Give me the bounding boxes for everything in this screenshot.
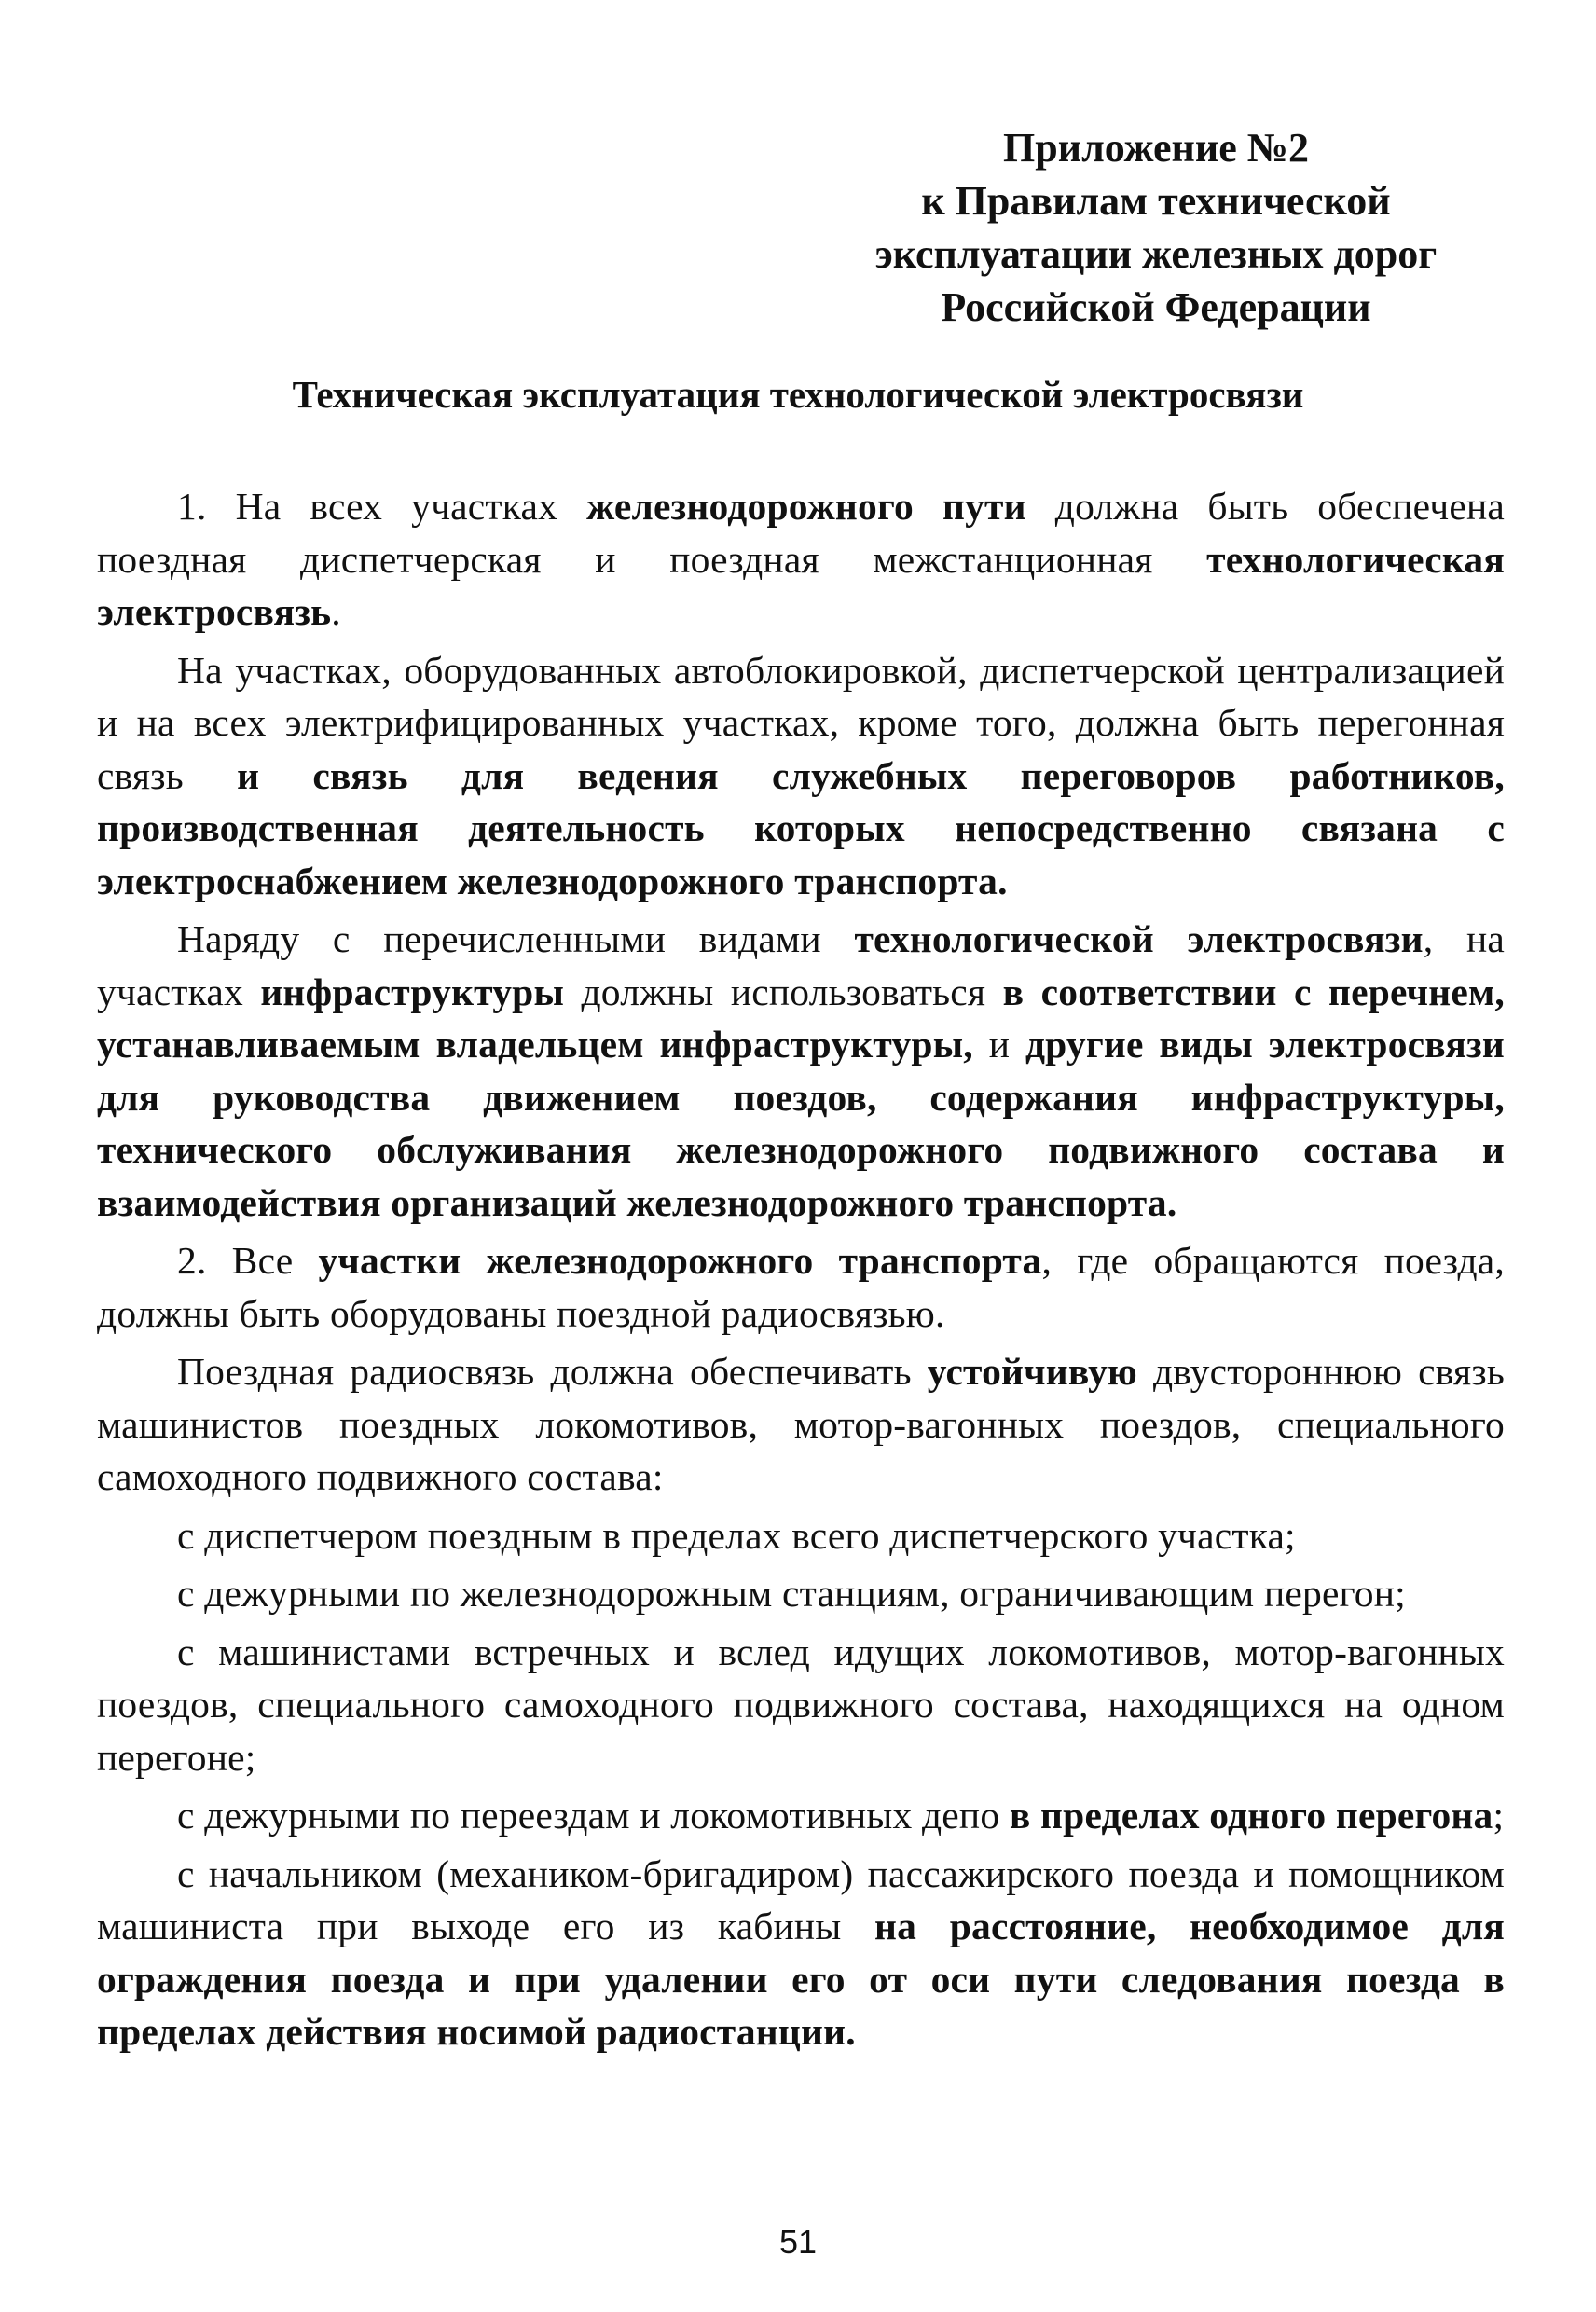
paragraph-4	[97, 1234, 1505, 1340]
text-run: должны использоваться	[564, 970, 1003, 1013]
text-run: 1. На всех участках	[177, 485, 587, 528]
paragraph-3	[97, 913, 1505, 1229]
bold-text-run: железнодорожного пути	[586, 485, 1026, 528]
bold-text-run: устойчивую	[927, 1350, 1137, 1393]
bold-text-run: технологической электросвязи	[854, 917, 1424, 960]
text-run: с дежурными по железнодорожным станциям, ограничивающим перегон;	[177, 1572, 1406, 1615]
appendix-header-line-3: эксплуатации железных дорог	[874, 231, 1438, 277]
paragraph-5	[97, 1345, 1505, 1504]
bold-text-run: и связь для ведения служебных переговоров работников, производственная деятельность которых непосредственно связана с электроснабжением железнодорожного транспорта.	[97, 753, 1505, 902]
text-run: и	[972, 1023, 1025, 1066]
section-title: Техническая эксплуатация технологической электросвязи	[292, 373, 1304, 416]
paragraph-6	[97, 1509, 1505, 1562]
text-run: , где обращаются поезда, должны быть оборудованы поездной радиосвязью.	[97, 1239, 1505, 1335]
text-run: На участках, оборудованных автоблокировкой, диспетчерской централизацией и на всех электрифицированных участках, кроме того, должна быть перегонная связь	[97, 648, 1505, 797]
text-run: Поездная радиосвязь должна обеспечивать	[177, 1350, 928, 1393]
bold-text-run: другие виды электросвязи для руководства движением поездов, содержания инфраструктуры, технического обслуживания железнодорожного подвижного состава и взаимодействия организаций железнодорожного транспорта.	[97, 1023, 1505, 1224]
appendix-header-line-2: к Правилам технической	[921, 178, 1391, 224]
text-run: с дежурными по переездам и локомотивных депо	[177, 1794, 1010, 1837]
text-run: .	[331, 590, 341, 633]
bold-text-run: на расстояние, необходимое для ограждения поезда и при удалении его от оси пути следования поезда в пределах действия носимой радиостанции.	[97, 1905, 1505, 2053]
appendix-header	[820, 121, 1492, 334]
text-run: 2. Все	[177, 1239, 319, 1282]
document-body	[97, 480, 1505, 2058]
paragraph-7	[97, 1567, 1505, 1620]
bold-text-run: инфраструктуры	[260, 970, 565, 1013]
bold-text-run: участки железнодорожного транспорта	[318, 1239, 1042, 1282]
bold-text-run: в пределах одного перегона	[1009, 1794, 1493, 1837]
text-run: ;	[1493, 1794, 1505, 1837]
page-number: 51	[778, 2223, 818, 2261]
appendix-header-line-4: Российской Федерации	[941, 284, 1371, 330]
text-run: с машинистами встречных и вслед идущих локомотивов, мотор-вагонных поездов, специального самоходного подвижного состава, находящихся на одном перегоне;	[97, 1630, 1505, 1779]
text-run: двустороннюю связь машинистов поездных локомотивов, мотор-вагонных поездов, специального самоходного подвижного состава:	[97, 1350, 1505, 1498]
paragraph-9	[97, 1789, 1505, 1842]
bold-text-run: технологическая электросвязь	[97, 537, 1505, 633]
text-run: с диспетчером поездным в пределах всего диспетчерского участка;	[177, 1513, 1296, 1557]
paragraph-1	[97, 480, 1505, 639]
paragraph-8	[97, 1626, 1505, 1784]
text-run: , на участках	[97, 917, 1505, 1013]
paragraph-10	[97, 1848, 1505, 2058]
text-run: с начальником (механиком-бригадиром) пассажирского поезда и помощником машиниста при выходе его из кабины	[97, 1851, 1505, 1947]
appendix-header-line-1: Приложение №2	[1003, 125, 1309, 171]
paragraph-2	[97, 644, 1505, 908]
text-run: должна быть обеспечена поездная диспетчерская и поездная межстанционная	[97, 485, 1505, 581]
bold-text-run: в соответствии с перечнем, устанавливаемым владельцем инфраструктуры,	[97, 970, 1505, 1066]
text-run: Наряду с перечисленными видами	[177, 917, 855, 960]
